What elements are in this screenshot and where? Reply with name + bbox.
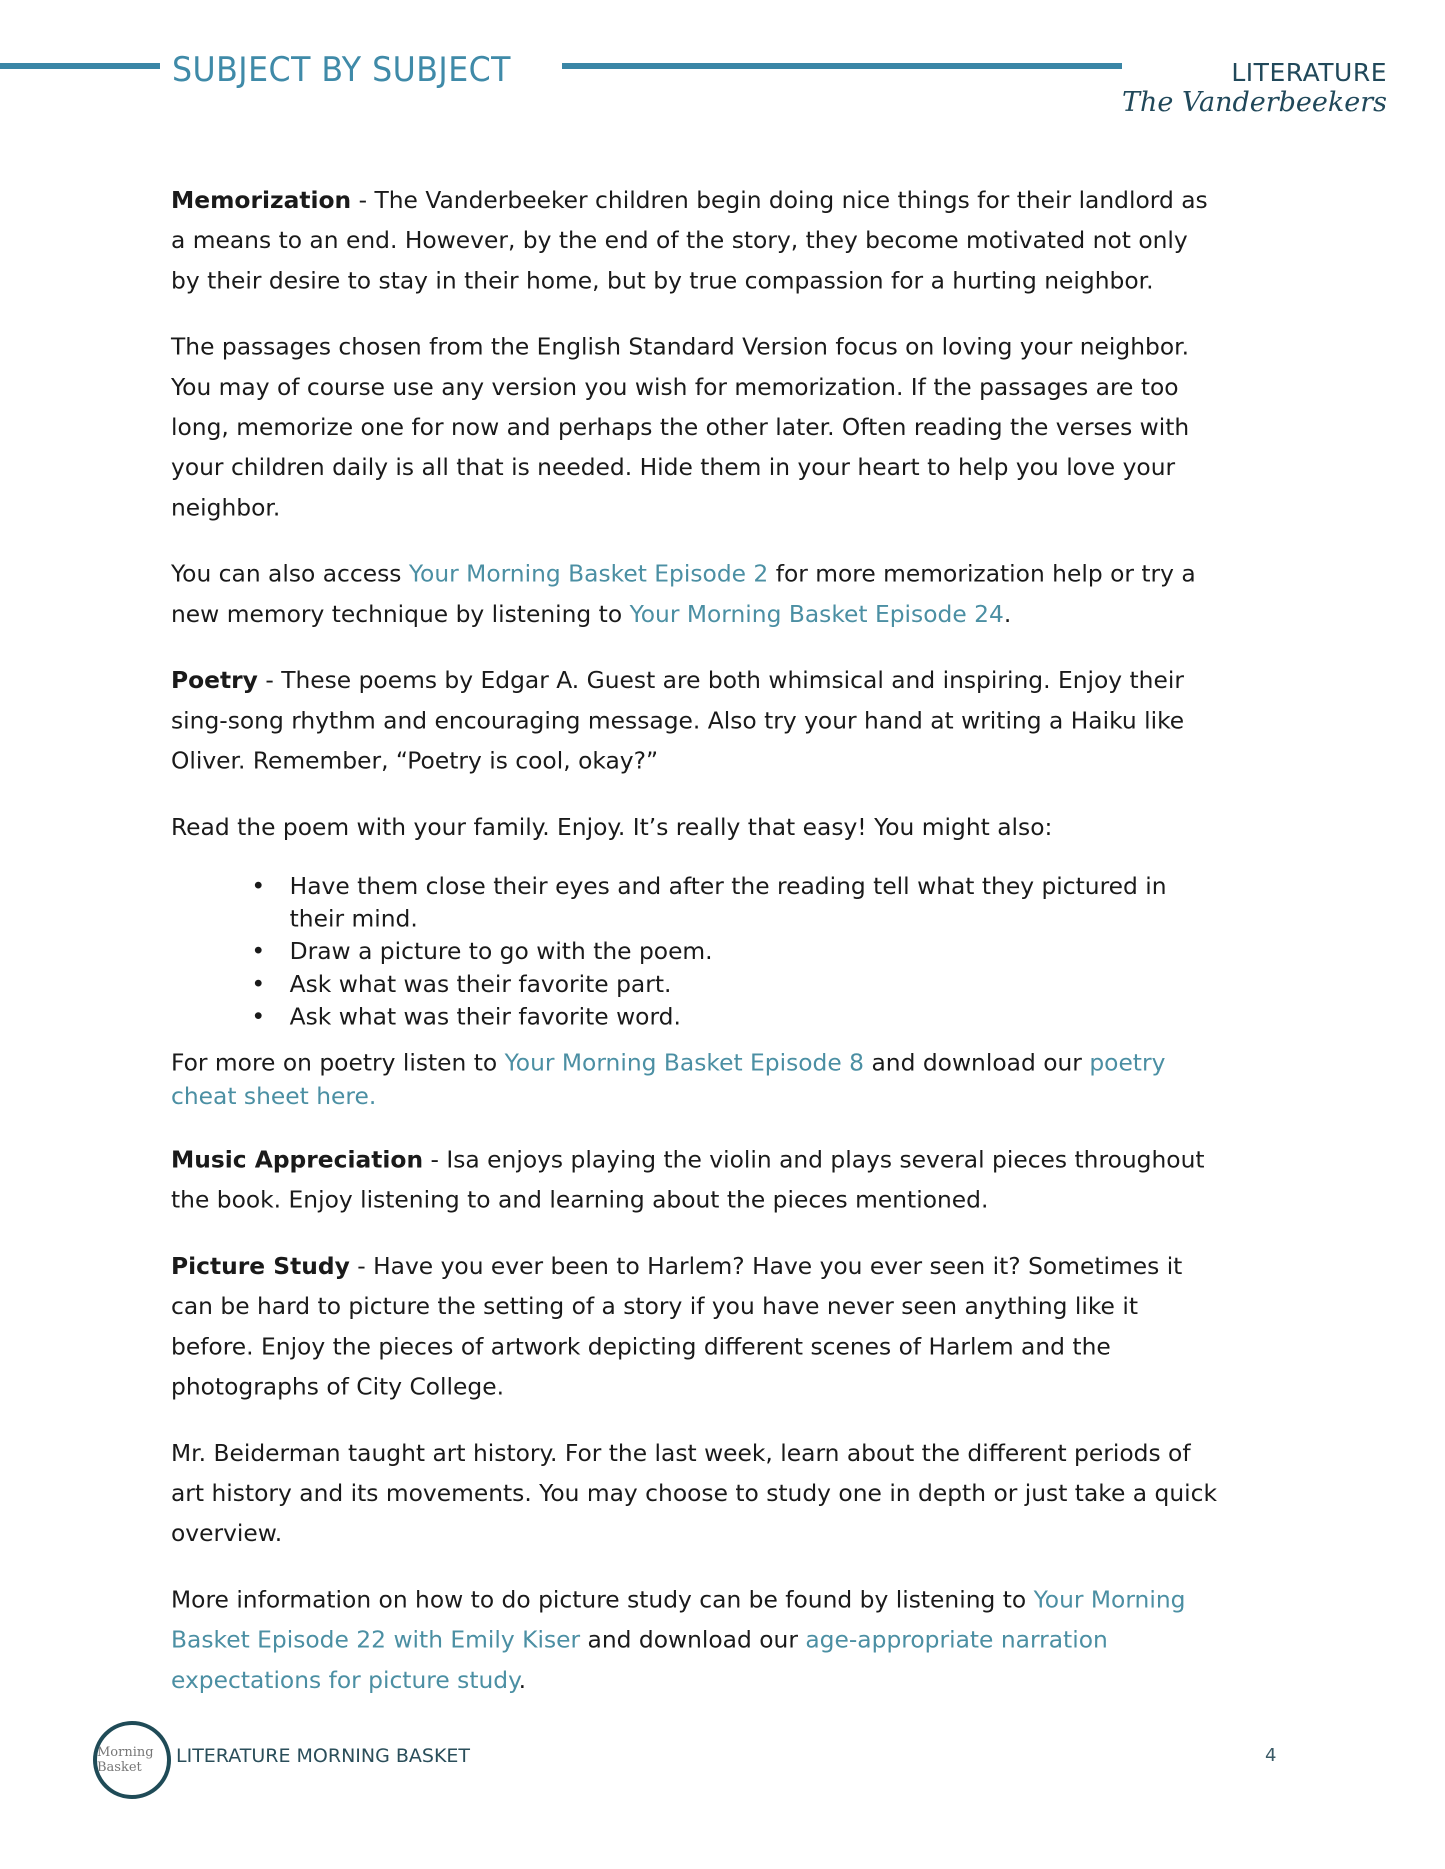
picture-study-label: Picture Study xyxy=(171,1252,350,1280)
header-rule-left xyxy=(0,63,160,69)
read-poem-paragraph: Read the poem with your family. Enjoy. It’s really that easy! You might also: xyxy=(171,813,1053,841)
more-poetry-paragraph xyxy=(171,1046,1217,1113)
memorization-text: - The Vanderbeeker children begin doing nice things for their landlord as a means to an end. However, by the end of the story, they become motivated not only by their desire to stay in their home, but by true compassion for a hurting neighbor. xyxy=(171,186,1208,294)
text: for more memorization help or try a new memory technique by listening to xyxy=(171,560,1196,628)
poetry-paragraph xyxy=(171,660,1217,781)
beiderman-paragraph: Mr. Beiderman taught art history. For the last week, learn about the different periods of art history and its movements. You may choose to study one in depth or just take a quick overview. xyxy=(171,1439,1217,1547)
poetry-text: - These poems by Edgar A. Guest are both whimsical and inspiring. Enjoy their sing-song rhythm and encouraging message. Also try your hand at writing a Haiku like Oliver. Remember, “Poetry is cool, okay?” xyxy=(171,666,1185,775)
poetry-label: Poetry xyxy=(171,666,258,694)
subject-label: LITERATURE xyxy=(1231,58,1387,87)
episode-2-link[interactable]: Your Morning Basket Episode 2 xyxy=(408,560,769,588)
header-subject-block xyxy=(1122,58,1387,118)
episode-8-link[interactable]: Your Morning Basket Episode 8 xyxy=(504,1048,865,1076)
page-number: 4 xyxy=(1265,1745,1277,1766)
passages-paragraph: The passages chosen from the English Standard Version focus on loving your neighbor. You may of course use any version you wish for memorization. If the passages are too long, memorize one for now and perhaps the other later. Often reading the verses with your children daily is all that is needed. Hide them in your heart to help you love your neighbor. xyxy=(171,333,1190,521)
list-item: • Have them close their eyes and after the reading tell what they pictured in their mind. xyxy=(290,869,1218,934)
poetry-cheat-sheet-link[interactable]: poetry cheat sheet here. xyxy=(171,1048,1166,1110)
text: You can also access xyxy=(171,560,409,588)
memorization-label: Memorization xyxy=(171,186,352,214)
text: More information on how to do picture study can be found by listening to xyxy=(171,1586,1034,1614)
text: For more on poetry listen to xyxy=(171,1048,505,1076)
episode-22-link[interactable]: Your Morning Basket Episode 22 with Emily Kiser xyxy=(171,1586,1186,1654)
footer-brand: LITERATURE MORNING BASKET xyxy=(176,1745,471,1767)
list-item: • Draw a picture to go with the poem. xyxy=(290,935,1218,968)
picture-study-text: - Have you ever been to Harlem? Have you ever seen it? Sometimes it can be hard to picture the setting of a story if you have never seen anything like it before. Enjoy the pieces of artwork depicting different scenes of Harlem and the photographs of City College. xyxy=(171,1252,1183,1401)
logo-text: Morning Basket xyxy=(97,1745,154,1775)
list-item: • Ask what was their favorite word. xyxy=(290,1000,1218,1033)
episode-24-link[interactable]: Your Morning Basket Episode 24 xyxy=(629,600,1004,628)
access-paragraph xyxy=(171,554,1217,634)
main-content xyxy=(171,180,1217,1700)
section-title: SUBJECT BY SUBJECT xyxy=(172,50,511,90)
morning-basket-logo xyxy=(93,1721,171,1799)
memorization-paragraph xyxy=(171,180,1217,301)
header-rule-right xyxy=(562,63,1122,69)
book-title: The Vanderbeekers xyxy=(1122,87,1387,118)
text: and download our xyxy=(580,1626,806,1654)
narration-expectations-link[interactable]: age-appropriate narration expectations for picture study xyxy=(171,1626,1108,1694)
music-label: Music Appreciation xyxy=(171,1145,424,1174)
text: . xyxy=(518,1666,527,1694)
music-paragraph xyxy=(171,1139,1217,1219)
text: . xyxy=(1003,600,1012,628)
picture-study-paragraph xyxy=(171,1246,1217,1407)
list-item: • Ask what was their favorite part. xyxy=(290,968,1218,1001)
music-text: - Isa enjoys playing the violin and plays several pieces throughout the book. Enjoy listening to and learning about the pieces mentioned. xyxy=(171,1145,1205,1214)
text: and download our xyxy=(864,1048,1090,1076)
suggestions-list xyxy=(171,869,1217,1032)
more-info-paragraph xyxy=(171,1579,1217,1700)
